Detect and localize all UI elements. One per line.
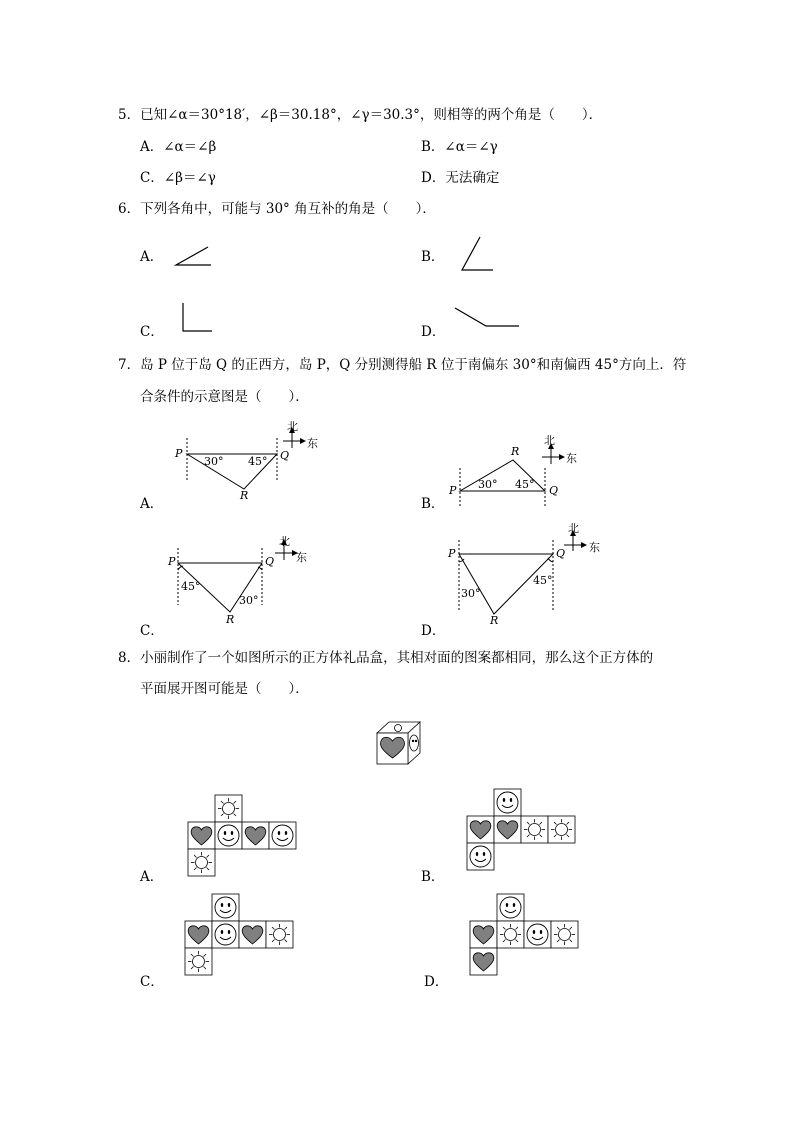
q6-option-a[interactable]: A． bbox=[140, 249, 164, 265]
q7b-label-q: Q bbox=[549, 484, 559, 497]
q8-option-d[interactable]: D． bbox=[424, 974, 449, 990]
q7c-north: 北 bbox=[279, 535, 290, 548]
q7a-angle-30: 30° bbox=[204, 455, 224, 468]
q7c-label-p: P bbox=[168, 555, 176, 568]
q7a-label-q: Q bbox=[280, 449, 290, 462]
q7a-angle-45: 45° bbox=[248, 455, 268, 468]
q8-option-c[interactable]: C． bbox=[140, 974, 164, 990]
q6-option-c[interactable]: C． bbox=[140, 324, 164, 340]
q7d-label-r: R bbox=[490, 614, 499, 627]
q8-net-d bbox=[470, 894, 578, 975]
q7c-angle-30: 30° bbox=[239, 594, 259, 607]
q7a-east: 东 bbox=[307, 437, 318, 450]
q7b-north: 北 bbox=[544, 434, 555, 447]
q7c-angle-45: 45° bbox=[181, 580, 201, 593]
q8-stem-line1: 8．小丽制作了一个如图所示的正方体礼品盒，其相对面的图案都相同，那么这个正方体的 bbox=[118, 650, 654, 666]
q7d-angle-30: 30° bbox=[461, 587, 481, 600]
q6-stem: 6．下列各角中，可能与 30° 角互补的角是（ ）． bbox=[118, 201, 436, 217]
q7b-angle-45: 45° bbox=[515, 478, 535, 491]
q7-option-d[interactable]: D． bbox=[421, 623, 446, 639]
q7-option-c[interactable]: C． bbox=[140, 623, 164, 639]
q7c-label-q: Q bbox=[265, 555, 275, 568]
q7b-label-r: R bbox=[511, 445, 520, 458]
q8-net-b bbox=[467, 789, 575, 870]
q7d-east: 东 bbox=[589, 541, 600, 554]
q6-option-d[interactable]: D． bbox=[421, 324, 446, 340]
q7b-angle-30: 30° bbox=[478, 478, 498, 491]
q5-option-d[interactable]: D．无法确定 bbox=[421, 170, 500, 186]
q8-net-a bbox=[188, 795, 296, 876]
q5-option-c[interactable]: C．∠β＝∠γ bbox=[140, 170, 216, 186]
q8-net-c bbox=[185, 894, 293, 975]
q5-option-a[interactable]: A．∠α＝∠β bbox=[140, 139, 217, 155]
q7a-label-p: P bbox=[175, 447, 183, 460]
q8-option-b[interactable]: B． bbox=[421, 869, 445, 885]
q7d-label-p: P bbox=[448, 547, 456, 560]
q7a-north: 北 bbox=[287, 420, 298, 433]
q7d-angle-45: 45° bbox=[533, 574, 553, 587]
q7c-label-r: R bbox=[226, 613, 235, 626]
q7a-label-r: R bbox=[240, 489, 249, 502]
q6-option-b[interactable]: B． bbox=[421, 249, 445, 265]
q8-stem-line2: 平面展开图可能是（ ）． bbox=[140, 681, 309, 697]
q5-stem: 5．已知∠α＝30°18′，∠β＝30.18°，∠γ＝30.3°，则相等的两个角是（ ）． bbox=[118, 107, 603, 123]
q7-option-b[interactable]: B． bbox=[421, 496, 445, 512]
q7d-north: 北 bbox=[568, 522, 579, 535]
q8-cube bbox=[377, 722, 420, 764]
q7-stem-line1: 7．岛 P 位于岛 Q 的正西方，岛 P，Q 分别测得船 R 位于南偏东 30°和南偏西 45°方向上．符 bbox=[118, 357, 687, 373]
q7b-east: 东 bbox=[566, 452, 577, 465]
q7-option-a[interactable]: A． bbox=[140, 496, 164, 512]
q7d-label-q: Q bbox=[556, 547, 566, 560]
q8-option-a[interactable]: A． bbox=[140, 869, 164, 885]
q7c-east: 东 bbox=[296, 551, 307, 564]
q7-stem-line2: 合条件的示意图是（ ）． bbox=[140, 389, 309, 405]
q5-option-b[interactable]: B．∠α＝∠γ bbox=[421, 139, 498, 155]
q7b-label-p: P bbox=[449, 484, 457, 497]
